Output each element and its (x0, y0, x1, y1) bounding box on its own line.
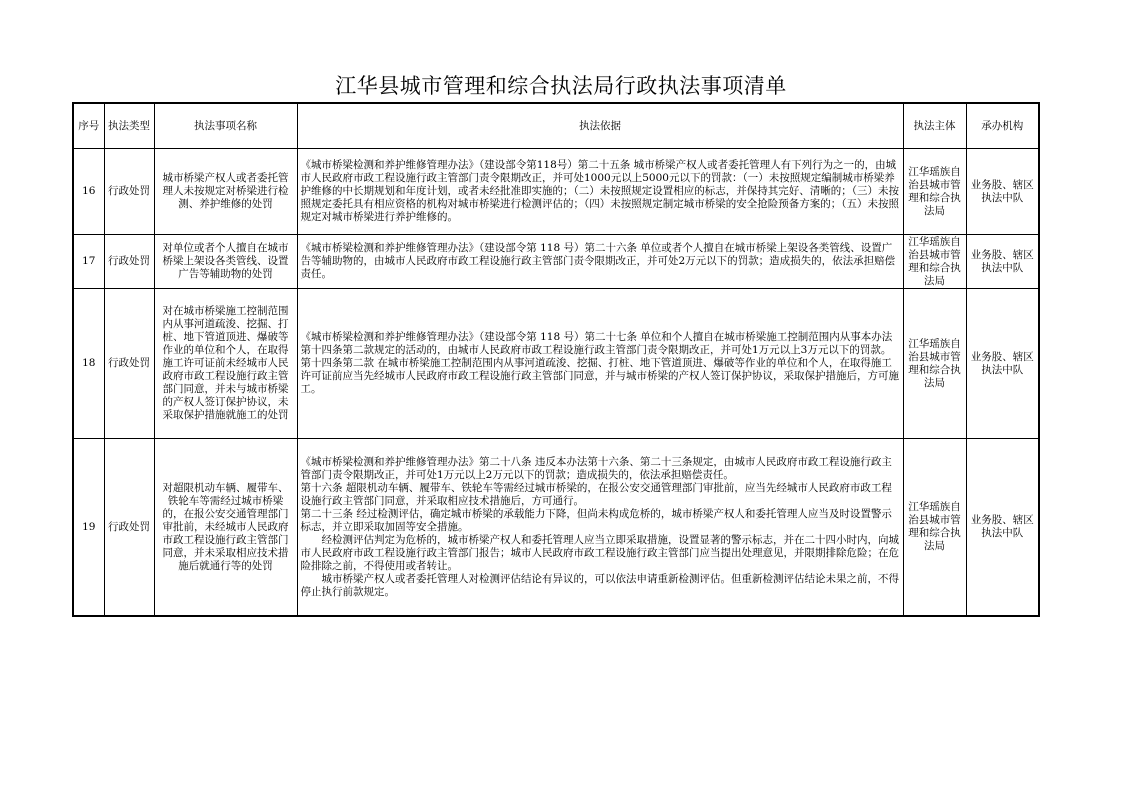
cell-name: 对单位或者个人擅自在城市桥梁上架设各类管线、设置广告等辅助物的处罚 (154, 235, 297, 289)
header-name: 执法事项名称 (154, 103, 297, 149)
basis-paragraph: 经检测评估判定为危桥的，城市桥梁产权人和委托管理人应当立即采取措施，设置显著的警示标志，并在二十四小时内，向城市人民政府市政工程设施行政主管部门报告；城市人民政府市政工程设施行政主管部门应当提出处理意见，并限期排除危险；在危险排除之前，不得使用或者转让。 (300, 533, 899, 572)
cell-name: 对超限机动车辆、履带车、铁轮车等需经过城市桥梁的，在报公安交通管理部门审批前，未经城市人民政府市政工程设施行政主管部门同意，并未采取相应技术措施后就通行等的处罚 (154, 439, 297, 617)
cell-seq: 17 (73, 235, 104, 289)
basis-paragraph: 第十四条第二款 在城市桥梁施工控制范围内从事河道疏浚、挖掘、打桩、地下管道顶进、爆破等作业的单位和个人，在取得施工许可证前应当先经城市人民政府市政工程设施行政主管部门同意，并与城市桥梁的产权人签订保护协议，采取保护措施后，方可施工。 (300, 357, 899, 395)
table-row (73, 439, 1039, 617)
header-subject: 执法主体 (903, 103, 966, 149)
header-org: 承办机构 (966, 103, 1039, 149)
cell-name: 对在城市桥梁施工控制范围内从事河道疏浚、挖掘、打桩、地下管道顶进、爆破等作业的单位和个人，在取得施工许可证前未经城市人民政府市政工程设施行政主管部门同意，并未与城市桥梁的产权人签订保护协议，未采取保护措施就施工的处罚 (154, 289, 297, 439)
cell-org: 业务股、辖区执法中队 (966, 235, 1039, 289)
cell-subject: 江华瑶族自治县城市管理和综合执法局 (903, 235, 966, 289)
header-basis: 执法依据 (297, 103, 903, 149)
basis-paragraph: 《城市桥梁检测和养护维修管理办法》第二十八条 违反本办法第十六条、第二十三条规定，由城市人民政府市政工程设施行政主管部门责令限期改正，并可处1万元以上2万元以下的罚款；造成损失的，依法承担赔偿责任。 (300, 455, 892, 481)
cell-type: 行政处罚 (104, 149, 154, 235)
cell-type: 行政处罚 (104, 235, 154, 289)
cell-org: 业务股、辖区执法中队 (966, 149, 1039, 235)
cell-basis (297, 149, 903, 235)
enforcement-items-table (72, 102, 1040, 617)
cell-org: 业务股、辖区执法中队 (966, 289, 1039, 439)
cell-subject: 江华瑶族自治县城市管理和综合执法局 (903, 439, 966, 617)
cell-seq: 16 (73, 149, 104, 235)
cell-name: 城市桥梁产权人或者委托管理人未按规定对桥梁进行检测、养护维修的处罚 (154, 149, 297, 235)
cell-basis (297, 235, 903, 289)
cell-type: 行政处罚 (104, 439, 154, 617)
table-header-row (73, 103, 1039, 149)
basis-paragraph: 《城市桥梁检测和养护维修管理办法》（建设部令第118号）第二十五条 城市桥梁产权人或者委托管理人有下列行为之一的，由城市人民政府市政工程设施行政主管部门责令限期改正，并可处1000元以上5000元以下的罚款：（一）未按照规定编制城市桥梁养护维修的中长期规划和年度计划，或者未经批准即实施的；（二）未按照规定设置相应的标志，并保持其完好、清晰的；（三）未按照规定委托具有相应资格的机构对城市桥梁进行检测评估的；（四）未按照规定制定城市桥梁的安全抢险预备方案的；（五）未按照规定对城市桥梁进行养护维修的。 (300, 159, 899, 223)
header-seq: 序号 (73, 103, 104, 149)
basis-paragraph: 第二十三条 经过检测评估，确定城市桥梁的承载能力下降，但尚未构成危桥的，城市桥梁产权人和委托管理人应当及时设置警示标志，并立即采取加固等安全措施。 (300, 507, 892, 533)
basis-paragraph: 《城市桥梁检测和养护维修管理办法》（建设部令第 118 号）第二十六条 单位或者个人擅自在城市桥梁上架设各类管线、设置广告等辅助物的，由城市人民政府市政工程设施行政主管部门责令限期改正，并可处2万元以下的罚款；造成损失的，依法承担赔偿责任。 (300, 242, 896, 280)
cell-type: 行政处罚 (104, 289, 154, 439)
basis-paragraph: 第十六条 超限机动车辆、履带车、铁轮车等需经过城市桥梁的，在报公安交通管理部门审批前，应当先经城市人民政府市政工程设施行政主管部门同意，并采取相应技术措施后，方可通行。 (300, 481, 892, 507)
page-title: 江华县城市管理和综合执法局行政执法事项清单 (335, 74, 787, 98)
cell-basis (297, 289, 903, 439)
basis-paragraph: 《城市桥梁检测和养护维修管理办法》（建设部令第 118 号）第二十七条 单位和个人擅自在城市桥梁施工控制范围内从事本办法第十四条第二款规定的活动的，由城市人民政府市政工程设施行政主管部门责令限期改正，并可处1万元以上3万元以下的罚款。 (300, 331, 893, 356)
cell-subject: 江华瑶族自治县城市管理和综合执法局 (903, 289, 966, 439)
table-row (73, 289, 1039, 439)
table-row (73, 149, 1039, 235)
table-row (73, 235, 1039, 289)
header-type: 执法类型 (104, 103, 154, 149)
cell-seq: 18 (73, 289, 104, 439)
cell-subject: 江华瑶族自治县城市管理和综合执法局 (903, 149, 966, 235)
cell-basis (297, 439, 903, 617)
cell-org: 业务股、辖区执法中队 (966, 439, 1039, 617)
cell-seq: 19 (73, 439, 104, 617)
basis-paragraph: 城市桥梁产权人或者委托管理人对检测评估结论有异议的，可以依法申请重新检测评估。但重新检测评估结论未果之前，不得停止执行前款规定。 (300, 572, 899, 598)
